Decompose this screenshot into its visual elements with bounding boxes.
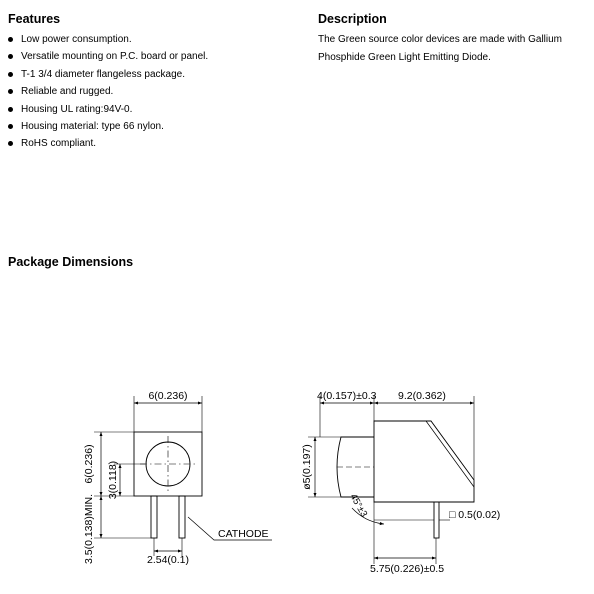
feature-item: Housing material: type 66 nylon. — [8, 118, 208, 135]
housing-chamfer — [426, 421, 474, 487]
feature-item: Low power consumption. — [8, 31, 208, 48]
pitch-label: 2.54(0.1) — [146, 554, 190, 566]
lead-anode — [151, 496, 157, 538]
description-text: The Green source color devices are made with Gallium Phosphide Green Light Emitting Diode. — [318, 34, 562, 63]
lead-side — [434, 502, 439, 538]
front-view-labels — [83, 390, 269, 566]
cathode-label: CATHODE — [218, 528, 269, 540]
feature-item: RoHS compliant. — [8, 135, 208, 152]
package-dimensions-heading: Package Dimensions — [8, 255, 134, 269]
led-housing-side — [374, 421, 474, 502]
lead-cathode — [179, 496, 185, 538]
lead-square-label: □ 0.5(0.02) — [449, 509, 501, 521]
lens-length-label: 4(0.157)±0.3 — [317, 390, 377, 402]
feature-item: Reliable and rugged. — [8, 83, 208, 100]
description-heading: Description — [318, 12, 387, 26]
led-lens-outline — [146, 442, 190, 486]
front-center-label: 3(0.118) — [107, 460, 119, 500]
feature-item: Versatile mounting on P.C. board or panel. — [8, 48, 208, 65]
features-heading: Features — [8, 12, 61, 26]
diameter-label: ø5(0.197) — [301, 444, 313, 490]
lead-offset-label: 5.75(0.226)±0.5 — [370, 563, 445, 575]
side-view — [308, 396, 474, 564]
angle-label: 45°±3 — [347, 492, 370, 520]
feature-item: T-1 3/4 diameter flangeless package. — [8, 66, 208, 83]
lead-min-label: 3.5(0.138)MIN. — [83, 493, 95, 565]
body-length-label: 9.2(0.362) — [398, 390, 446, 402]
front-height-label: 6(0.236) — [83, 444, 95, 484]
front-width-label: 6(0.236) — [148, 390, 188, 402]
feature-item: Housing UL rating:94V-0. — [8, 101, 208, 118]
